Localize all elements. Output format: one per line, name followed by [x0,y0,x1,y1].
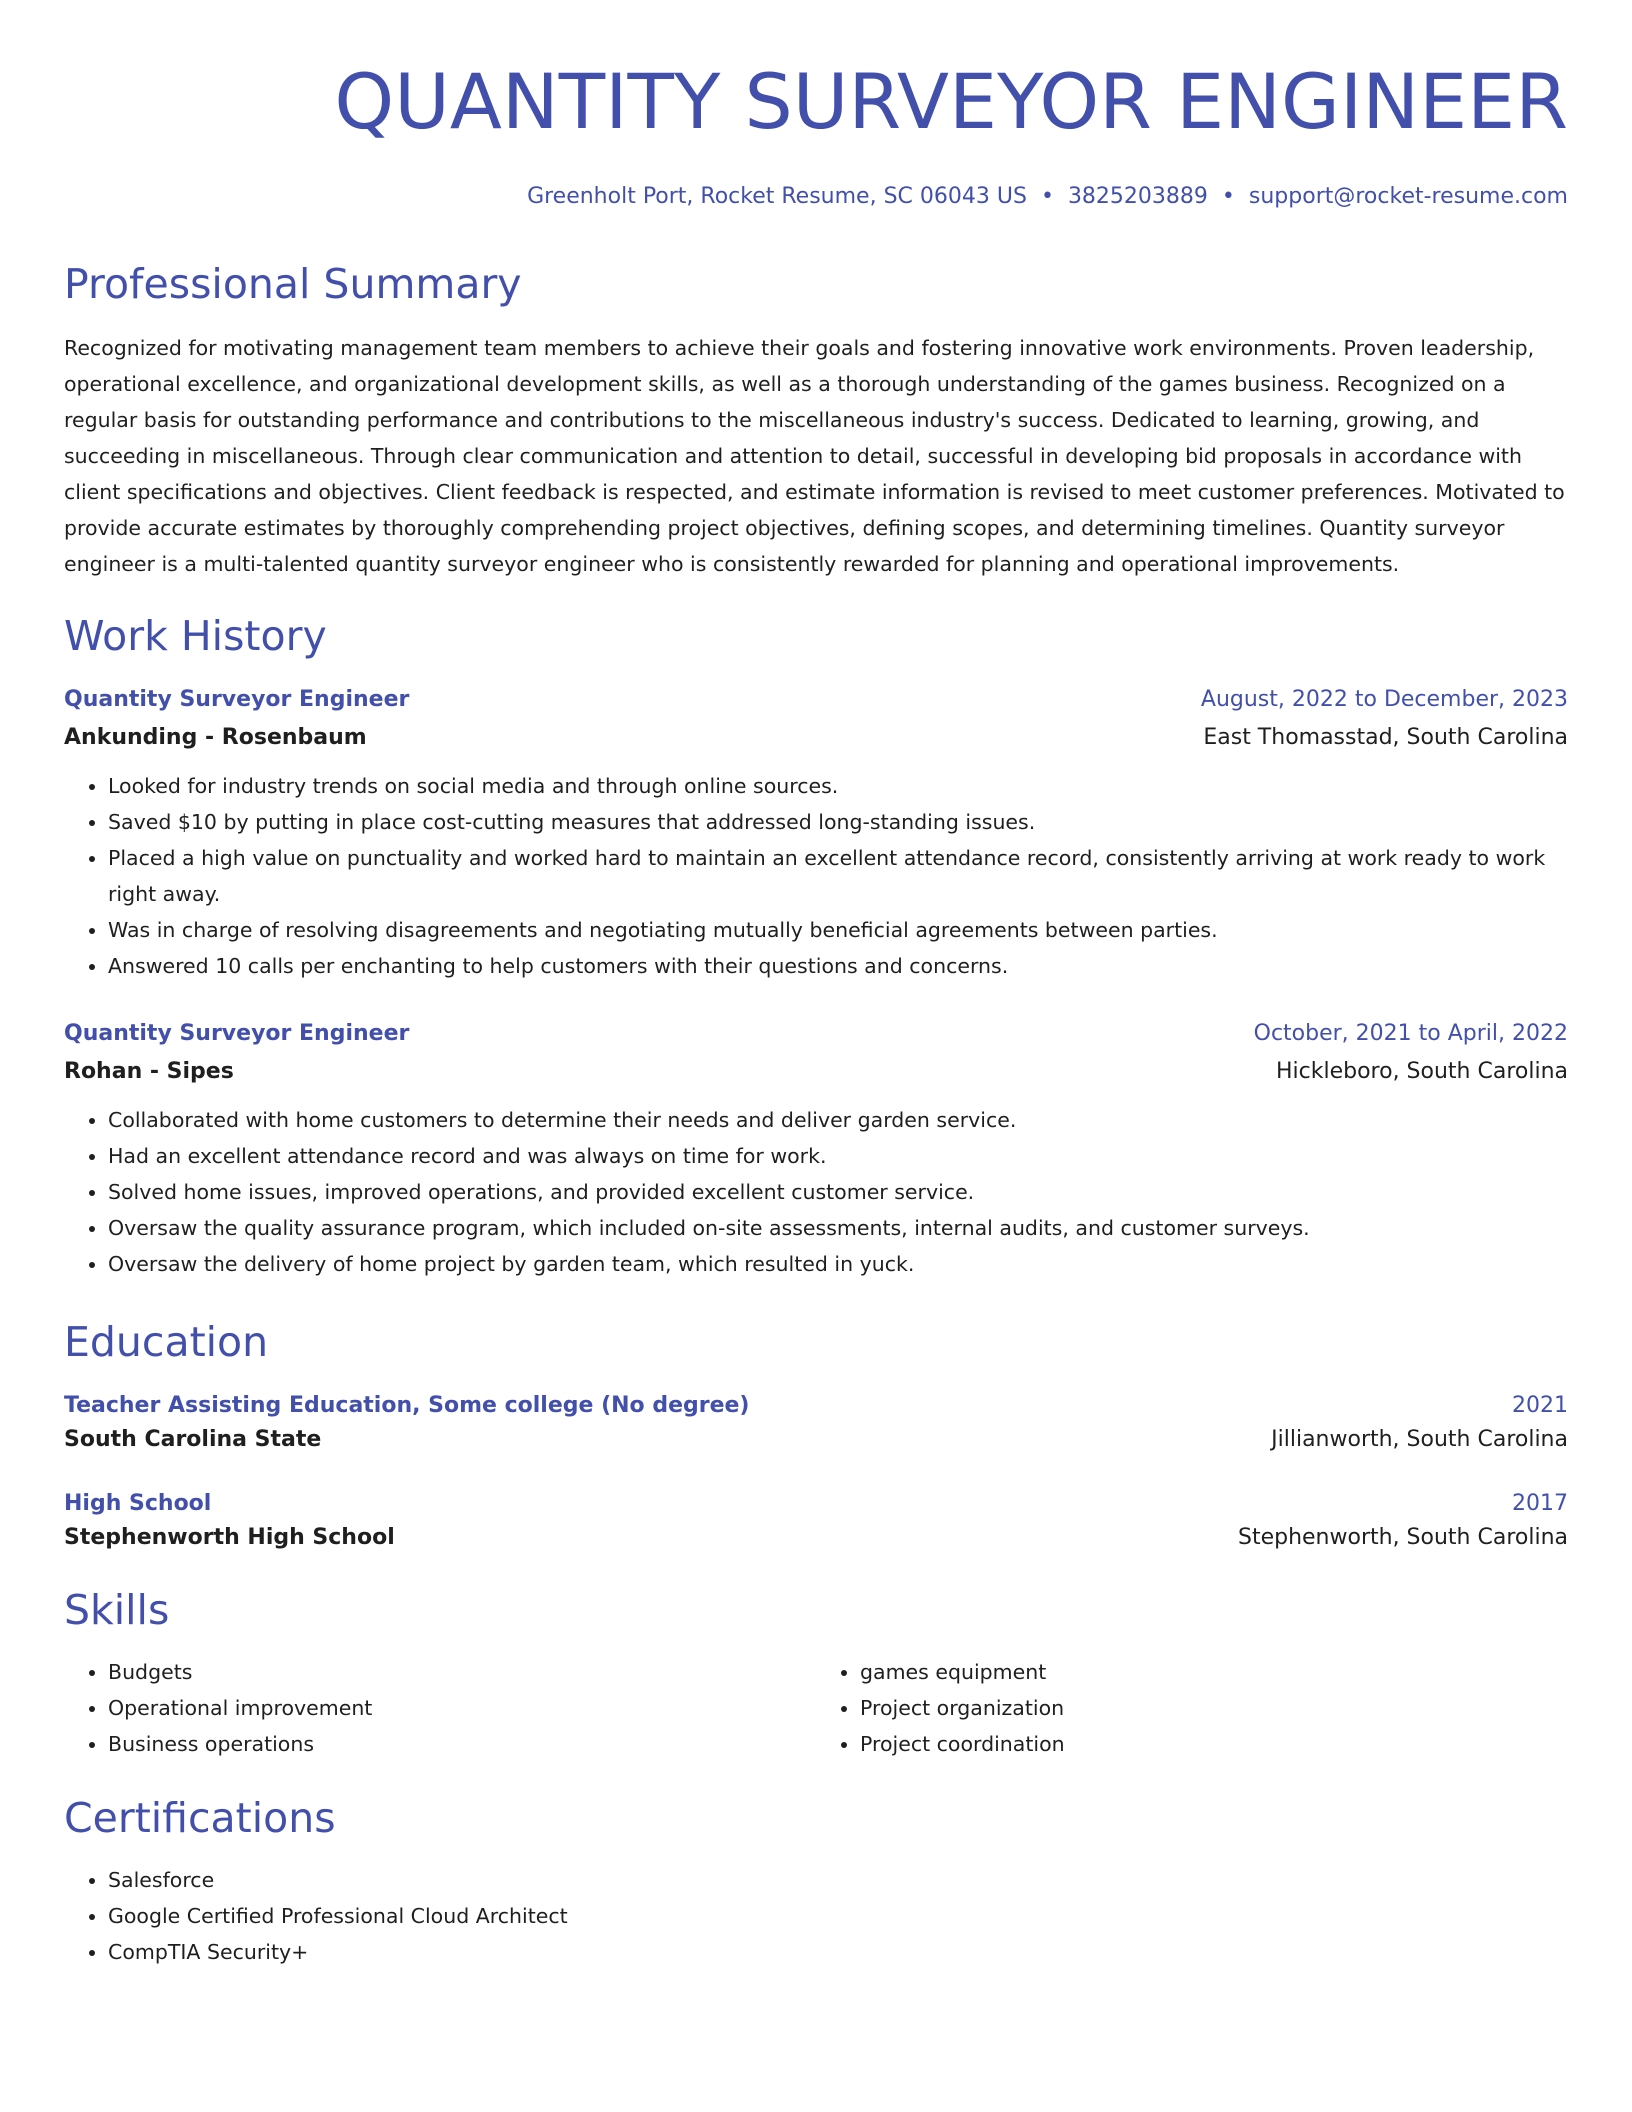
job-location: Hickleboro, South Carolina [1275,1059,1568,1084]
job-bullets [64,1102,1568,1282]
education-year: 2017 [1512,1491,1568,1516]
education-year: 2021 [1512,1393,1568,1418]
job-entry [64,684,1568,984]
job-bullet: • Had an excellent attendance record and was always on time for work. [108,1138,1568,1174]
skills-list-right [816,1654,1568,1762]
certification-item: • Google Certified Professional Cloud Architect [108,1898,1568,1934]
skill-item: • games equipment [860,1654,1568,1690]
contact-address: Greenholt Port, Rocket Resume, SC 06043 US [527,184,1027,209]
skills-list-left [64,1654,816,1762]
education-degree: Teacher Assisting Education, Some college (No degree) [64,1393,750,1418]
job-bullet: • Saved $10 by putting in place cost-cutting measures that addressed long-standing issues. [108,804,1568,840]
skill-item: • Project coordination [860,1726,1568,1762]
education-heading: Education [64,1318,269,1366]
work-history-heading: Work History [64,612,327,660]
job-bullet: • Solved home issues, improved operations, and provided excellent customer service. [108,1174,1568,1210]
job-bullet: • Placed a high value on punctuality and worked hard to maintain an excellent attendance record, consistently arriving at work ready to work right away. [108,840,1568,912]
skill-item: • Project organization [860,1690,1568,1726]
education-entry [64,1390,1568,1456]
contact-separator: • [1221,184,1235,209]
education-school: South Carolina State [64,1427,322,1452]
skills-heading: Skills [64,1586,170,1634]
job-company: Ankunding - Rosenbaum [64,725,367,750]
certification-item: • Salesforce [108,1862,1568,1898]
education-entry [64,1488,1568,1554]
skills-columns [64,1654,1568,1762]
certification-item: • CompTIA Security+ [108,1934,1568,1970]
job-bullet: • Oversaw the delivery of home project by garden team, which resulted in yuck. [108,1246,1568,1282]
job-company: Rohan - Sipes [64,1059,234,1084]
certifications-heading: Certifications [64,1794,336,1842]
job-entry [64,1018,1568,1282]
certifications-list [64,1862,1568,1970]
education-location: Stephenworth, South Carolina [1237,1525,1568,1550]
job-bullets [64,768,1568,984]
contact-separator: • [1040,184,1054,209]
job-title: Quantity Surveyor Engineer [64,687,410,712]
contact-phone: 3825203889 [1067,184,1208,209]
job-title: Quantity Surveyor Engineer [64,1021,410,1046]
summary-heading: Professional Summary [64,260,522,308]
job-bullet: • Was in charge of resolving disagreements and negotiating mutually beneficial agreements between parties. [108,912,1568,948]
education-degree: High School [64,1491,212,1516]
summary-text: Recognized for motivating management team members to achieve their goals and fostering innovative work environments. Proven leadership, operational excellence, and organizational development skills, as well as a thorough understanding of the games business. Recognized on a regular basis for outstanding performance and contributions to the miscellaneous industry's success. Dedicated to learning, growing, and succeeding in miscellaneous. Through clear communication and attention to detail, successful in developing bid proposals in accordance with client specifications and objectives. Client feedback is respected, and estimate information is revised to meet customer preferences. Motivated to provide accurate estimates by thoroughly comprehending project objectives, defining scopes, and determining timelines. Quantity surveyor engineer is a multi-talented quantity surveyor engineer who is consistently rewarded for planning and operational improvements. [64,336,1565,576]
contact-line [64,182,1568,212]
job-location: East Thomasstad, South Carolina [1203,725,1568,750]
skill-item: • Operational improvement [108,1690,816,1726]
skill-item: • Budgets [108,1654,816,1690]
job-dates: October, 2021 to April, 2022 [1253,1021,1568,1046]
skill-item: • Business operations [108,1726,816,1762]
job-bullet: • Answered 10 calls per enchanting to help customers with their questions and concerns. [108,948,1568,984]
job-dates: August, 2022 to December, 2023 [1200,687,1568,712]
education-location: Jillianworth, South Carolina [1271,1427,1568,1452]
job-bullet: • Looked for industry trends on social media and through online sources. [108,768,1568,804]
resume-name: QUANTITY SURVEYOR ENGINEER [334,57,1568,146]
job-bullet: • Collaborated with home customers to determine their needs and deliver garden service. [108,1102,1568,1138]
education-school: Stephenworth High School [64,1525,395,1550]
contact-email: support@rocket-resume.com [1248,184,1568,209]
job-bullet: • Oversaw the quality assurance program, which included on-site assessments, internal audits, and customer surveys. [108,1210,1568,1246]
